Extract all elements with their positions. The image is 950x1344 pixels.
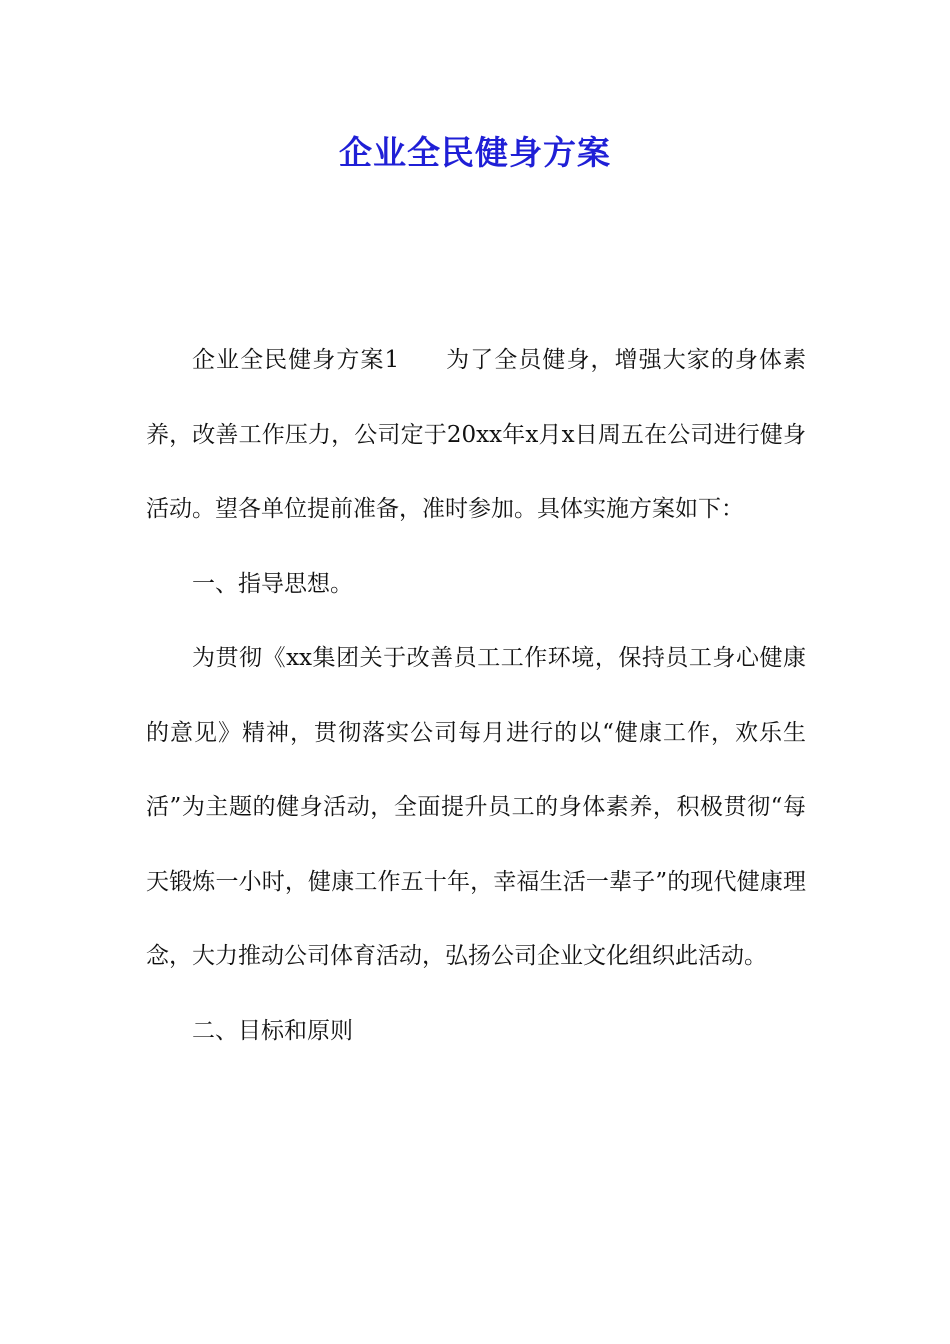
- paragraph-lead: 企业全民健身方案1: [192, 347, 400, 373]
- document-body: [146, 323, 806, 1068]
- section-heading-guiding-ideology: 一、指导思想。: [192, 570, 353, 597]
- document-title: 企业全民健身方案: [339, 133, 611, 172]
- section-heading-goals-principles: 二、目标和原则: [192, 1017, 353, 1044]
- paragraph-text: 为了全员健身，增强大家的身体素养，改善工作压力，公司定于20xx年x月x日周五在公司进行健身活动。望各单位提前准备，准时参加。具体实施方案如下：: [146, 347, 806, 522]
- paragraph-intro: [146, 323, 806, 547]
- paragraph-guiding-ideology: 为贯彻《xx集团关于改善员工工作环境，保持员工身心健康的意见》精神，贯彻落实公司每月进行的以“健康工作，欢乐生活”为主题的健身活动，全面提升员工的身体素养，积极贯彻“每天锻炼一小时，健康工作五十年，幸福生活一辈子”的现代健康理念，大力推动公司体育活动，弘扬公司企业文化组织此活动。: [146, 645, 806, 969]
